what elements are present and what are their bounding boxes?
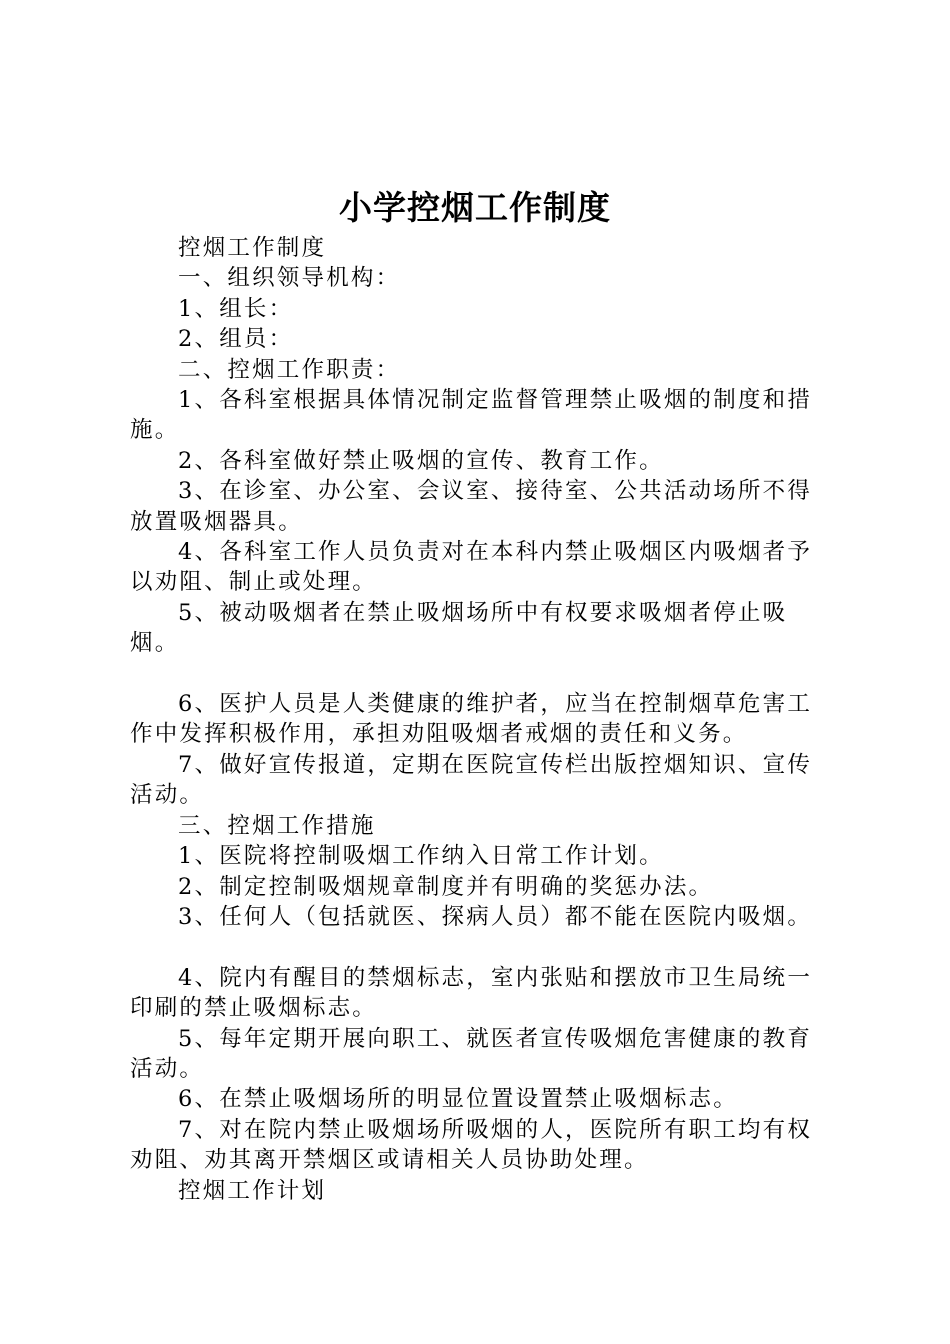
paragraph-duty-7: 7、做好宣传报道，定期在医院宣传栏出版控烟知识、宣传活动。 <box>130 751 813 809</box>
paragraph-duty-6: 6、医护人员是人类健康的维护者，应当在控制烟草危害工作中发挥积极作用，承担劝阻吸烟者戒烟的责任和义务。 <box>130 691 813 748</box>
paragraph-measure-6: 6、在禁止吸烟场所的明显位置设置禁止吸烟标志。 <box>178 1086 738 1113</box>
paragraph-duty-2: 2、各科室做好禁止吸烟的宣传、教育工作。 <box>178 447 664 474</box>
document-title: 小学控烟工作制度 <box>339 188 611 227</box>
blank-line <box>130 932 835 962</box>
paragraph-measure-1: 1、医院将控制吸烟工作纳入日常工作计划。 <box>178 843 664 870</box>
paragraph-members: 2、组员： <box>178 326 294 353</box>
paragraph-duty-4: 4、各科室工作人员负责对在本科内禁止吸烟区内吸烟者予以劝阻、制止或处理。 <box>130 539 813 596</box>
paragraph-section-3: 三、控烟工作措施 <box>178 812 376 839</box>
paragraph-measure-5: 5、每年定期开展向职工、就医者宣传吸烟危害健康的教育活动。 <box>130 1025 813 1082</box>
paragraph-heading: 控烟工作制度 <box>178 235 327 261</box>
paragraph-duty-5: 5、被动吸烟者在禁止吸烟场所中有权要求吸烟者停止吸烟。 <box>130 599 788 657</box>
paragraph-leader: 1、组长： <box>178 295 294 322</box>
paragraph-measure-7: 7、对在院内禁止吸烟场所吸烟的人，医院所有职工均有权劝阻、劝其离开禁烟区或请相关人员协助处理。 <box>130 1116 813 1174</box>
paragraph-plan-heading: 控烟工作计划 <box>178 1177 327 1204</box>
paragraph-measure-3: 3、任何人（包括就医、探病人员）都不能在医院内吸烟。 <box>178 903 813 930</box>
paragraph-duty-3: 3、在诊室、办公室、会议室、接待室、公共活动场所不得放置吸烟器具。 <box>130 478 813 535</box>
paragraph-section-1: 一、组织领导机构： <box>178 265 401 292</box>
blank-line <box>130 659 835 689</box>
document-body <box>130 233 835 1206</box>
paragraph-section-2: 二、控烟工作职责： <box>178 356 401 383</box>
paragraph-duty-1: 1、各科室根据具体情况制定监督管理禁止吸烟的制度和措施。 <box>130 387 813 444</box>
paragraph-measure-2: 2、制定控制吸烟规章制度并有明确的奖惩办法。 <box>178 873 714 900</box>
paragraph-measure-4: 4、院内有醒目的禁烟标志，室内张贴和摆放市卫生局统一印刷的禁止吸烟标志。 <box>130 964 813 1022</box>
